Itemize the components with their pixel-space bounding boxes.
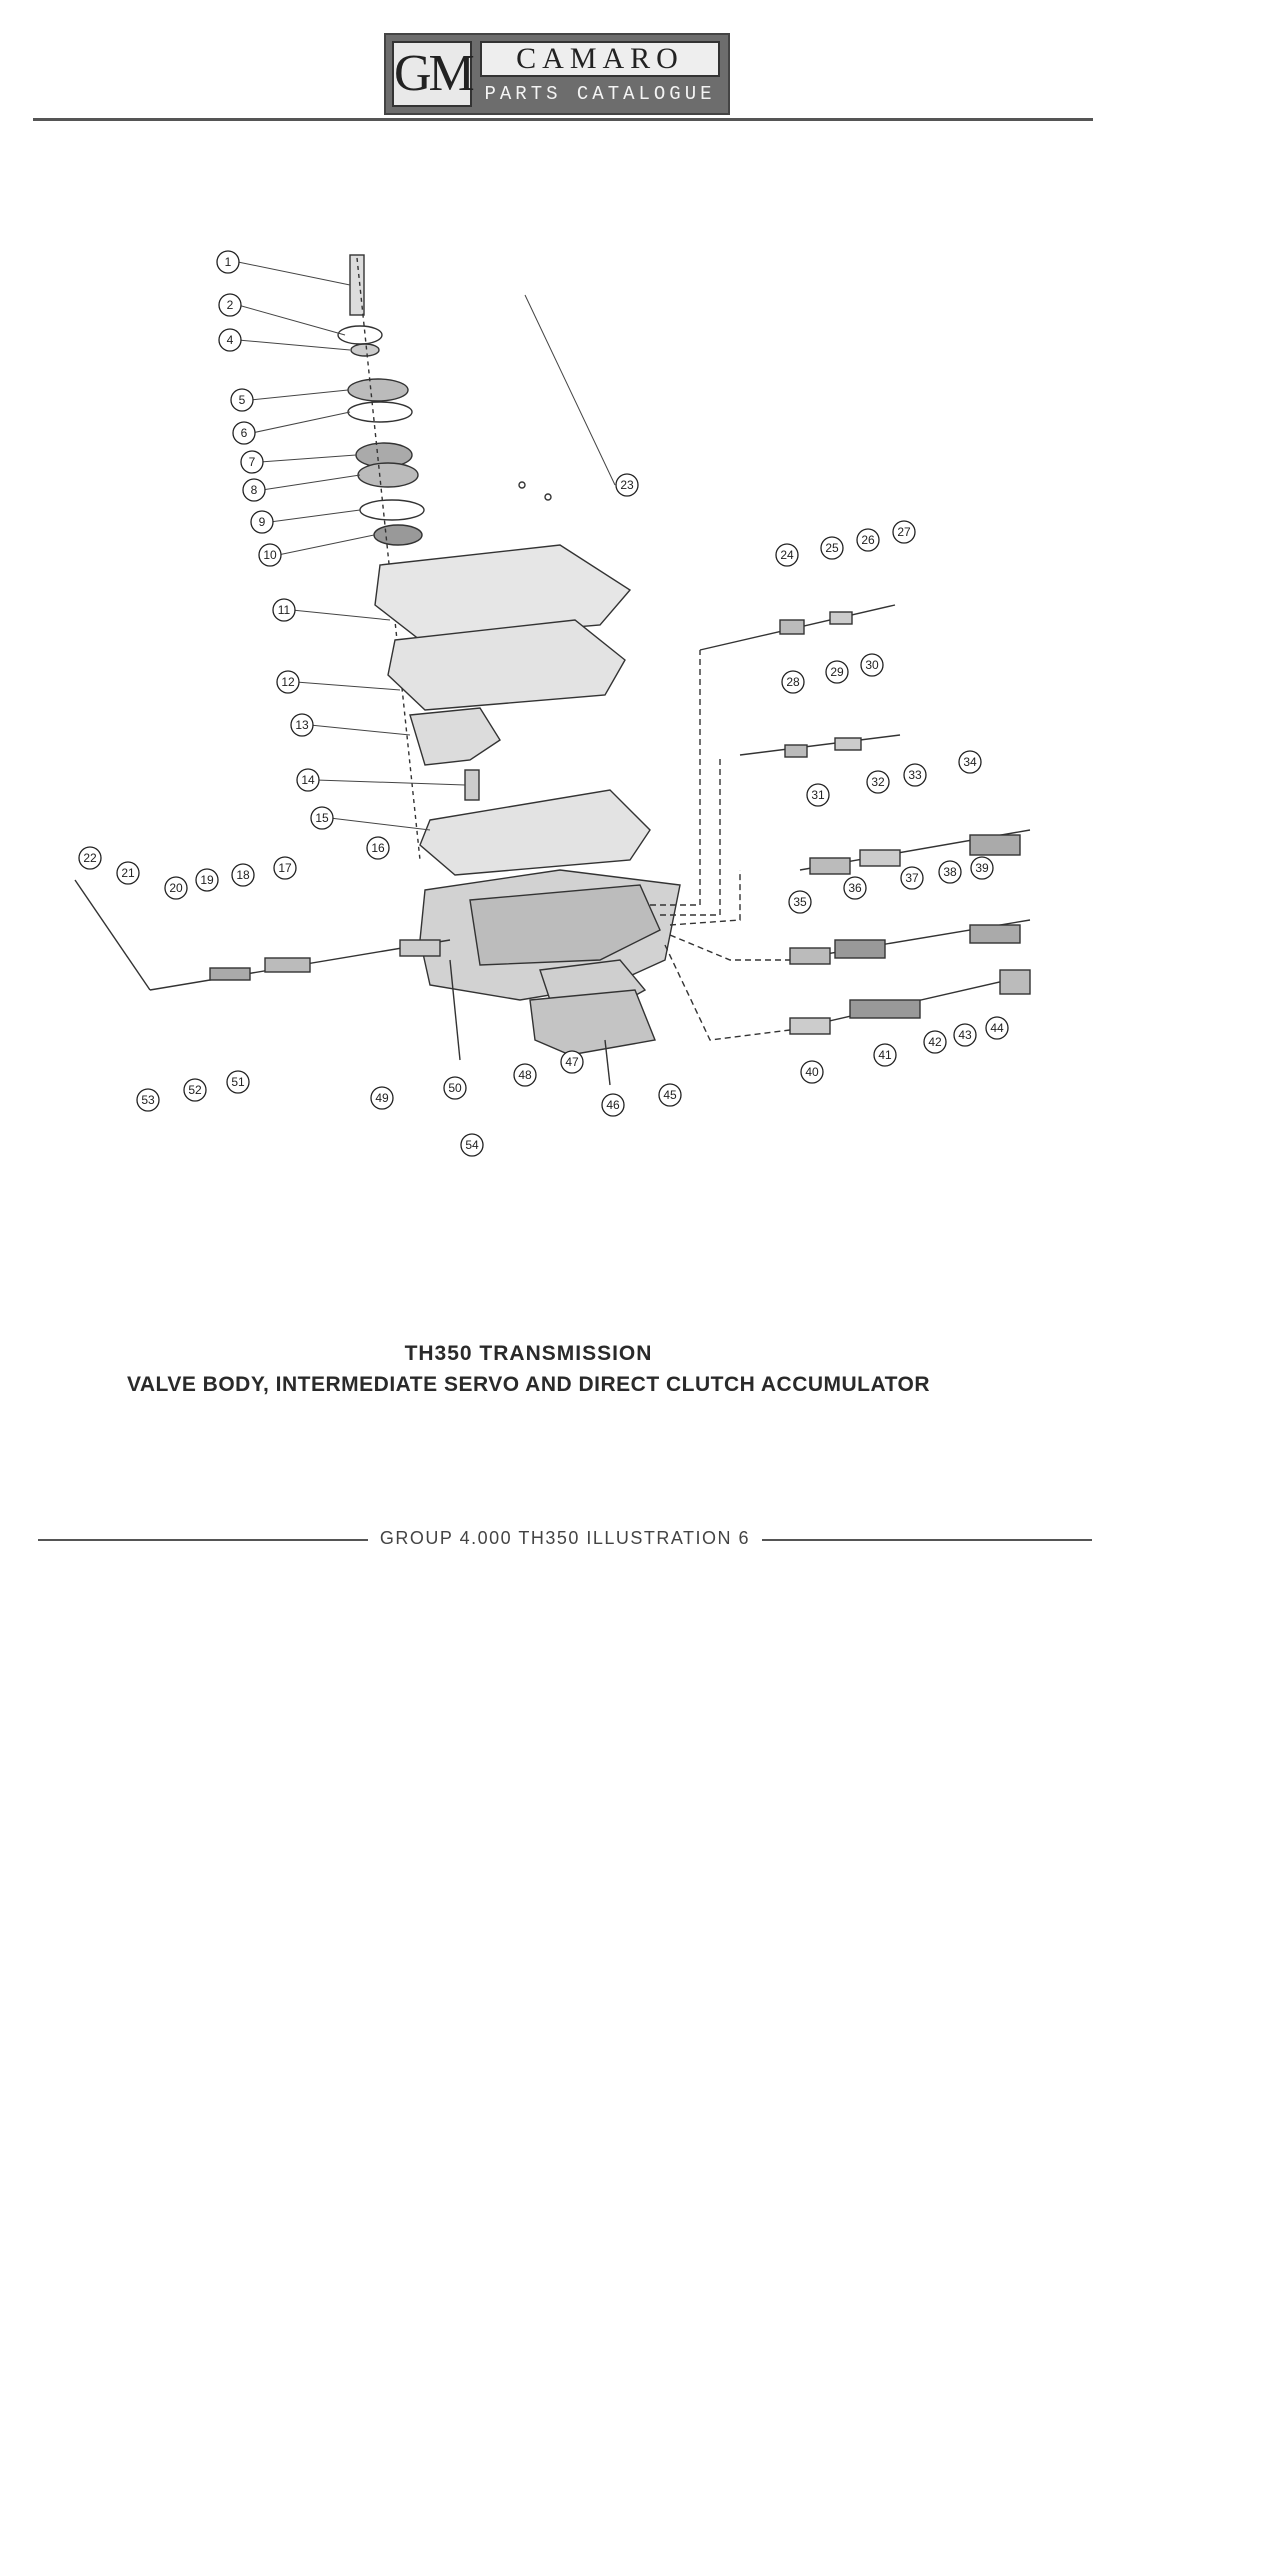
callout-23 [616,474,638,496]
svg-text:35: 35 [793,895,807,909]
svg-text:45: 45 [663,1088,677,1102]
svg-text:21: 21 [121,866,135,880]
callout-26 [857,529,879,551]
callout-50 [444,1077,466,1099]
svg-text:53: 53 [141,1093,155,1107]
svg-text:14: 14 [301,773,315,787]
svg-text:9: 9 [258,515,266,529]
callout-20 [165,877,187,899]
callout-36 [844,877,866,899]
svg-text:49: 49 [375,1091,389,1105]
callout-34 [959,751,981,773]
svg-text:33: 33 [908,768,922,782]
callout-11 [273,599,295,621]
callout-39 [971,857,993,879]
callout-49 [371,1087,393,1109]
footer-reference: GROUP 4.000 TH350 ILLUSTRATION 6 [379,1528,751,1548]
svg-text:38: 38 [943,865,957,879]
svg-text:1: 1 [224,255,232,269]
callout-47 [561,1051,583,1073]
catalogue-title: CAMARO [516,42,684,75]
callout-24 [776,544,798,566]
catalogue-subtitle: PARTS CATALOGUE [484,83,716,105]
svg-text:12: 12 [281,675,295,689]
callout-25 [821,537,843,559]
svg-text:27: 27 [897,525,911,539]
callout-33 [904,764,926,786]
exploded-view-diagram [0,0,1275,1220]
callout-7 [241,451,263,473]
svg-text:52: 52 [188,1083,202,1097]
svg-text:42: 42 [928,1035,942,1049]
svg-text:2: 2 [226,298,234,312]
callout-14 [297,769,319,791]
callout-46 [602,1094,624,1116]
callout-44 [986,1017,1008,1039]
callout-4 [219,329,241,351]
svg-text:54: 54 [465,1138,479,1152]
svg-text:6: 6 [240,426,248,440]
callout-19 [196,869,218,891]
callout-30 [861,654,883,676]
callout-43 [954,1024,976,1046]
svg-text:19: 19 [200,873,214,887]
callout-2 [219,294,241,316]
callout-10 [259,544,281,566]
svg-text:32: 32 [871,775,885,789]
svg-text:37: 37 [905,871,919,885]
callout-31 [807,784,829,806]
svg-text:30: 30 [865,658,879,672]
callout-21 [117,862,139,884]
svg-text:13: 13 [295,718,309,732]
callout-17 [274,857,296,879]
callout-6 [233,422,255,444]
callout-22-left [79,847,101,869]
svg-text:47: 47 [565,1055,579,1069]
svg-text:39: 39 [975,861,989,875]
svg-text:23: 23 [620,478,634,492]
callout-18 [232,864,254,886]
svg-text:43: 43 [958,1028,972,1042]
callout-32 [867,771,889,793]
svg-text:41: 41 [878,1048,892,1062]
svg-text:10: 10 [263,548,277,562]
callout-38 [939,861,961,883]
svg-text:22: 22 [83,851,97,865]
callout-45 [659,1084,681,1106]
callout-27-a [893,521,915,543]
callout-53 [137,1089,159,1111]
svg-text:5: 5 [238,393,246,407]
callout-15 [311,807,333,829]
svg-text:34: 34 [963,755,977,769]
svg-text:28: 28 [786,675,800,689]
callout-9 [251,511,273,533]
svg-text:11: 11 [277,603,291,617]
callout-1 [217,251,239,273]
svg-text:7: 7 [248,455,256,469]
svg-text:48: 48 [518,1068,532,1082]
svg-text:31: 31 [811,788,825,802]
svg-text:18: 18 [236,868,250,882]
diagram-artwork [75,255,1030,1085]
callout-41 [874,1044,896,1066]
callout-12 [277,671,299,693]
callout-35 [789,891,811,913]
callout-54 [461,1134,483,1156]
callout-52 [184,1079,206,1101]
callout-51 [227,1071,249,1093]
callout-37 [901,867,923,889]
svg-text:29: 29 [830,665,844,679]
svg-text:16: 16 [371,841,385,855]
footer-rule-right [762,1539,1092,1541]
svg-text:36: 36 [848,881,862,895]
svg-text:8: 8 [250,483,258,497]
svg-text:15: 15 [315,811,329,825]
svg-text:25: 25 [825,541,839,555]
illustration-title: TH350 TRANSMISSION [404,1342,653,1365]
callout-42 [924,1031,946,1053]
callout-8 [243,479,265,501]
svg-text:40: 40 [805,1065,819,1079]
svg-text:44: 44 [990,1021,1004,1035]
svg-text:20: 20 [169,881,183,895]
gm-logo-text: GM [394,45,472,102]
callout-48 [514,1064,536,1086]
svg-text:4: 4 [226,333,234,347]
callout-16 [367,837,389,859]
svg-text:24: 24 [780,548,794,562]
callout-29 [826,661,848,683]
illustration-subtitle: VALVE BODY, INTERMEDIATE SERVO AND DIRECT CLUTCH ACCUMULATOR [126,1373,931,1396]
footer-rule-left [38,1539,368,1541]
svg-text:26: 26 [861,533,875,547]
svg-text:50: 50 [448,1081,462,1095]
svg-text:51: 51 [231,1075,245,1089]
callout-5 [231,389,253,411]
callout-28 [782,671,804,693]
svg-text:17: 17 [278,861,292,875]
svg-text:46: 46 [606,1098,620,1112]
callout-13 [291,714,313,736]
callout-40 [801,1061,823,1083]
